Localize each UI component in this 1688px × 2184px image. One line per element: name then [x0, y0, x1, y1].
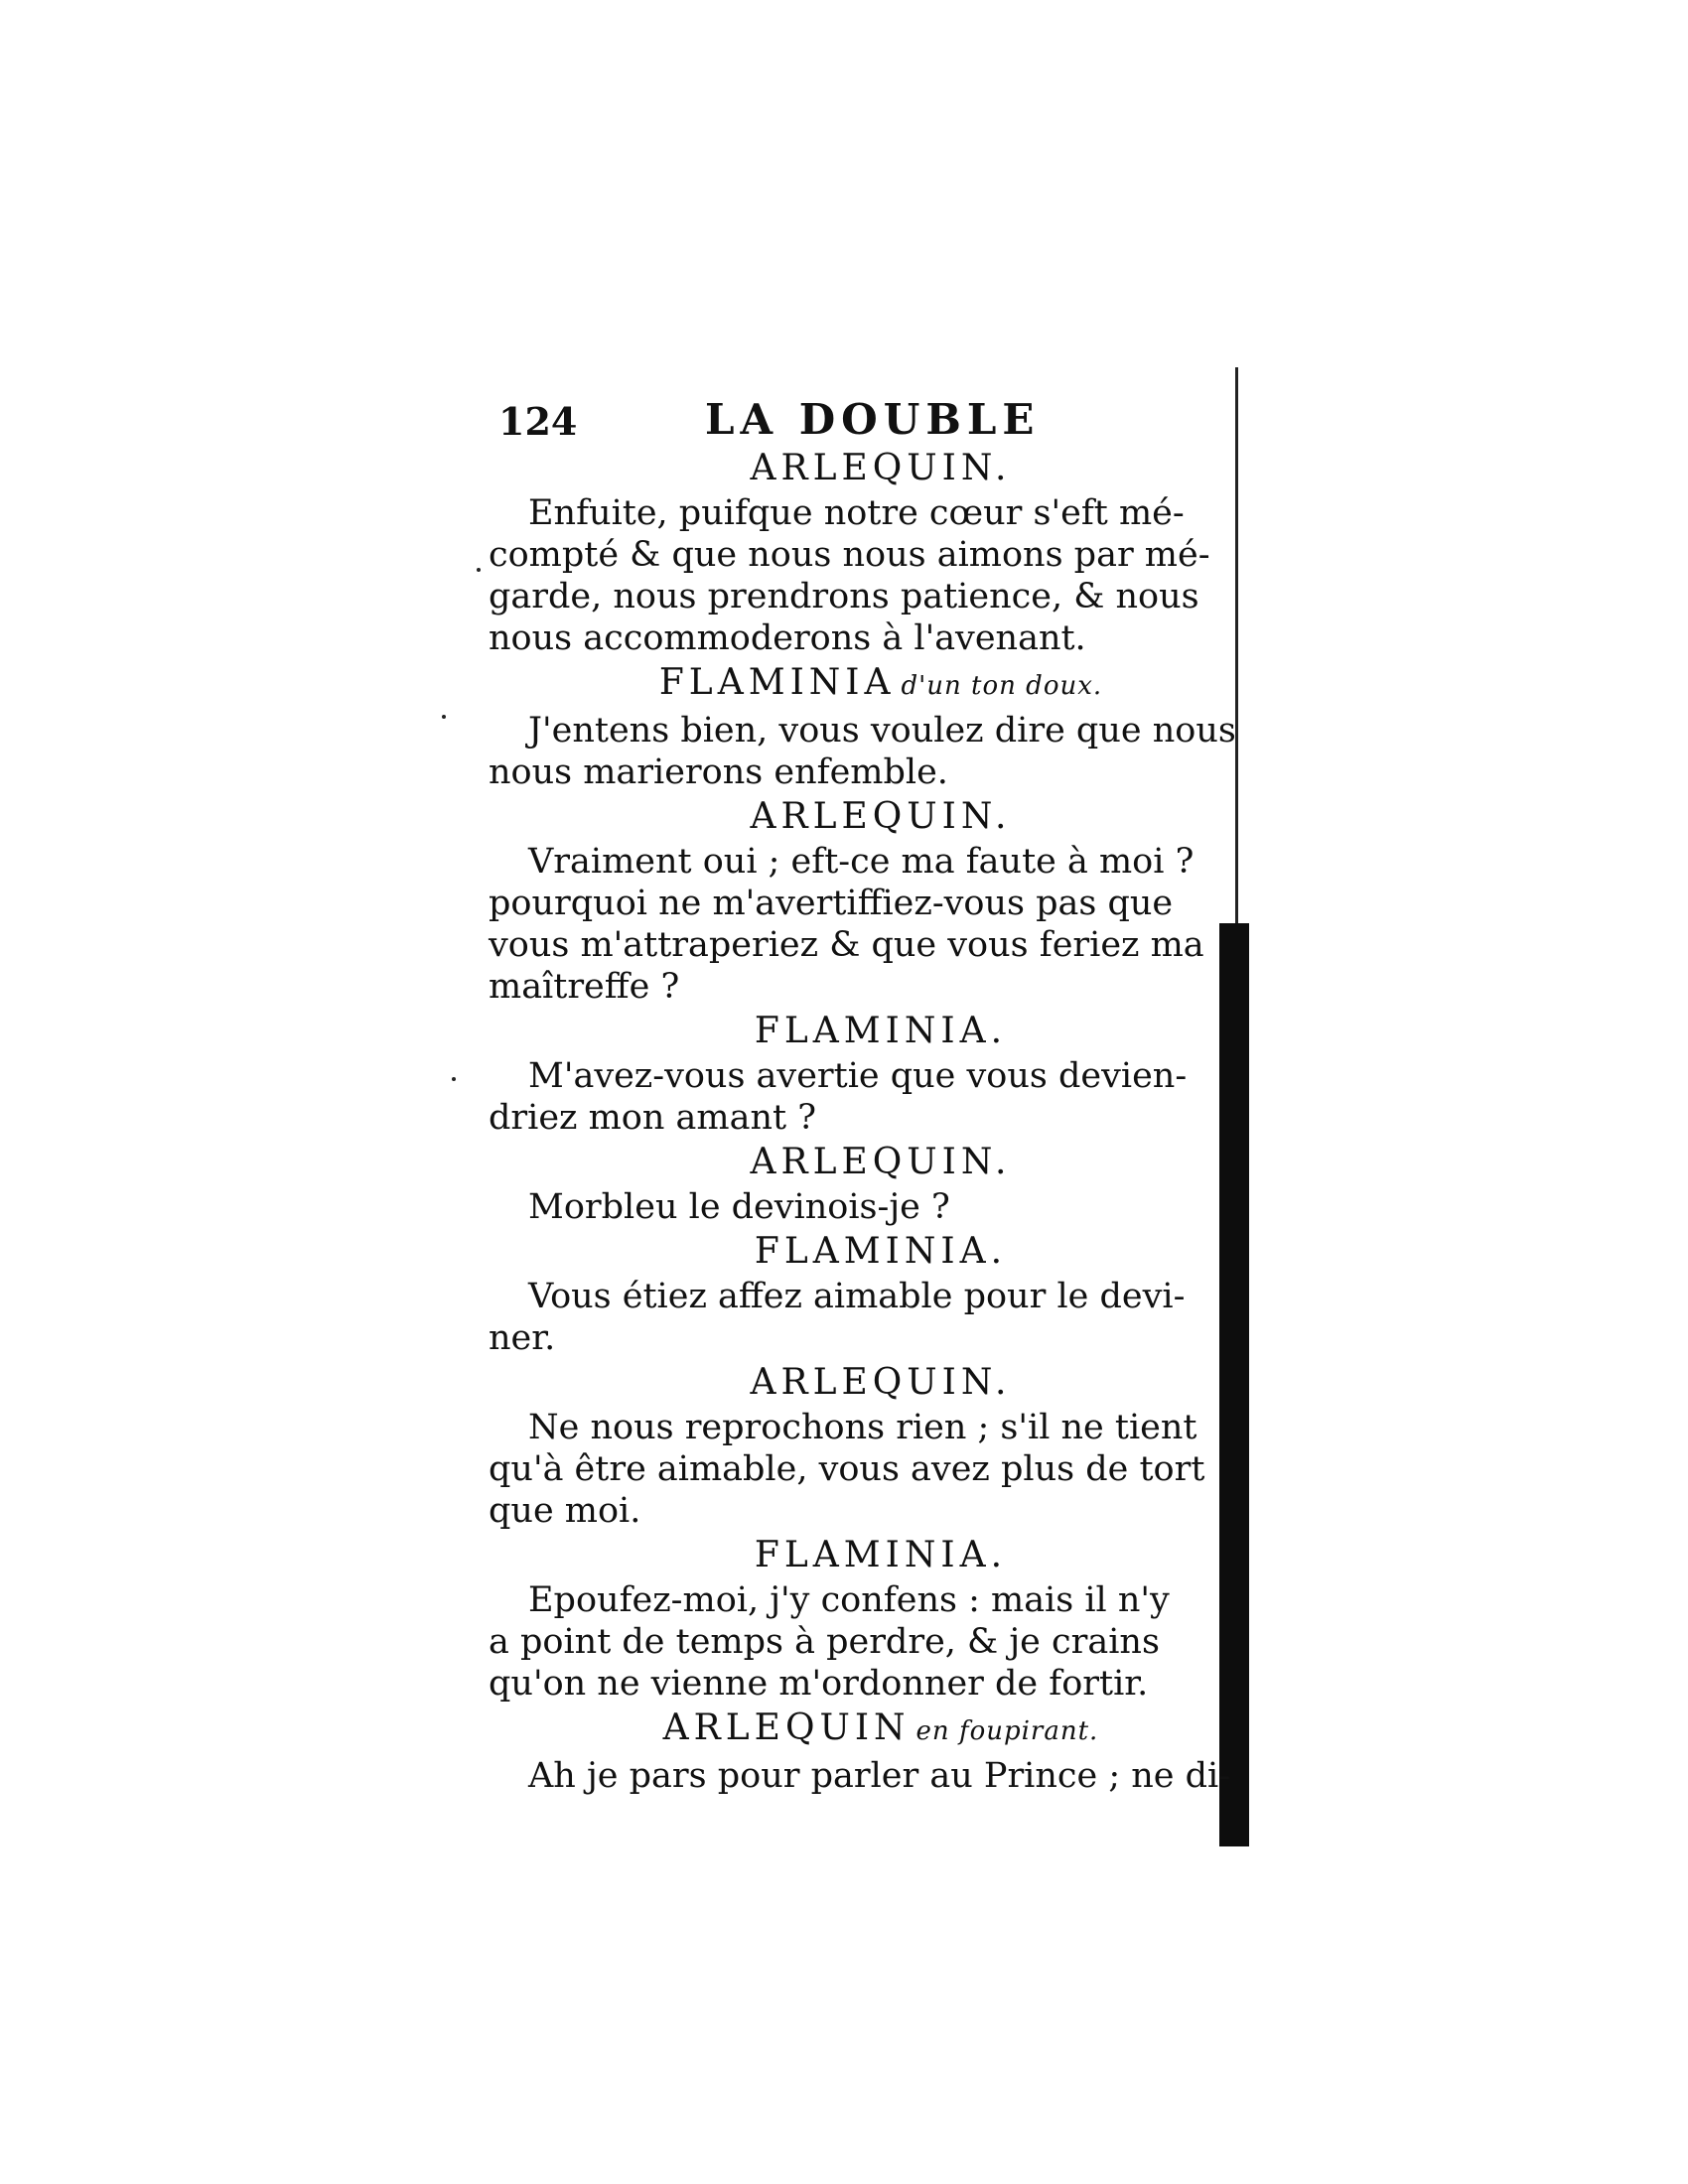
- speech-line: J'entens bien, vous voulez dire que nous: [528, 711, 1236, 751]
- speech: [489, 841, 1203, 1008]
- speaker-heading: [489, 1359, 1203, 1407]
- page-number: 124: [498, 399, 578, 444]
- speech-line: Ah je pars pour parler au Prince ; ne di-: [528, 1756, 1231, 1796]
- running-header: [489, 395, 1203, 445]
- speech-line: Vous étiez affez aimable pour le devi-: [528, 1277, 1186, 1316]
- speaker-heading: [489, 1228, 1203, 1276]
- speaker-heading: [489, 1139, 1203, 1186]
- speech-line: maîtreffe ?: [489, 967, 680, 1007]
- speech: [489, 1186, 1203, 1228]
- speaker-name: FLAMINIA.: [754, 1011, 1008, 1051]
- speech-line: qu'à être aimable, vous avez plus de tort: [489, 1449, 1205, 1489]
- running-title: LA DOUBLE: [705, 395, 1041, 444]
- speech-line: a point de temps à perdre, & je crains: [489, 1622, 1160, 1662]
- page-edge-shadow: [1219, 923, 1249, 1846]
- speech-line: que moi.: [489, 1491, 641, 1531]
- speaker-heading: [489, 793, 1203, 841]
- stage-direction: d'un ton doux.: [901, 671, 1103, 701]
- speaker-name: FLAMINIA: [658, 662, 896, 703]
- speech: [489, 710, 1236, 793]
- speech: [489, 1755, 1231, 1797]
- speech-line: Vraiment oui ; eft-ce ma faute à moi ?: [528, 842, 1195, 882]
- speech-line: qu'on ne vienne m'ordonner de fortir.: [489, 1664, 1149, 1704]
- speech: [489, 1579, 1203, 1705]
- page-edge-line: [1235, 367, 1238, 923]
- speaker-name: ARLEQUIN.: [750, 796, 1012, 837]
- speech-line: M'avez-vous avertie que vous devien-: [528, 1056, 1188, 1096]
- speech-line: compté & que nous nous aimons par mé-: [489, 535, 1210, 575]
- speaker-name: ARLEQUIN.: [750, 1362, 1012, 1403]
- scan-speck: [452, 1077, 456, 1081]
- speaker-heading: [489, 1532, 1203, 1579]
- speech-line: Morbleu le devinois-je ?: [528, 1187, 950, 1227]
- speech-line: Enfuite, puifque notre cœur s'eft mé-: [528, 493, 1185, 533]
- speech-line: Epoufez-moi, j'y confens : mais il n'y: [528, 1580, 1170, 1620]
- speech-line: driez mon amant ?: [489, 1098, 816, 1138]
- speech-line: ner.: [489, 1318, 556, 1358]
- speaker-heading: [489, 1008, 1203, 1055]
- scan-speck: [442, 715, 446, 719]
- speaker-heading: [489, 1705, 1203, 1755]
- speaker-heading: [489, 659, 1203, 710]
- speech-line: pourquoi ne m'avertiffiez-vous pas que: [489, 884, 1174, 923]
- speaker-name: FLAMINIA.: [754, 1231, 1008, 1272]
- scan-speck: [477, 568, 481, 572]
- speech-line: nous marierons enfemble.: [489, 752, 948, 792]
- speaker-name: ARLEQUIN: [662, 1707, 911, 1748]
- speech-line: vous m'attraperiez & que vous feriez ma: [489, 925, 1204, 965]
- speech: [489, 1407, 1203, 1532]
- speech-line: Ne nous reprochons rien ; s'il ne tient: [528, 1408, 1197, 1447]
- speaker-name: FLAMINIA.: [754, 1535, 1008, 1575]
- speech: [489, 1055, 1203, 1139]
- speaker-name: ARLEQUIN.: [750, 448, 1012, 488]
- speech: [489, 1276, 1203, 1359]
- stage-direction: en foupirant.: [915, 1716, 1099, 1746]
- speaker-name: ARLEQUIN.: [750, 1142, 1012, 1182]
- speech-line: nous accommoderons à l'avenant.: [489, 618, 1086, 658]
- speaker-heading: [489, 445, 1203, 492]
- text-block: [489, 395, 1236, 1797]
- speech: [489, 492, 1210, 659]
- speech-line: garde, nous prendrons patience, & nous: [489, 577, 1199, 616]
